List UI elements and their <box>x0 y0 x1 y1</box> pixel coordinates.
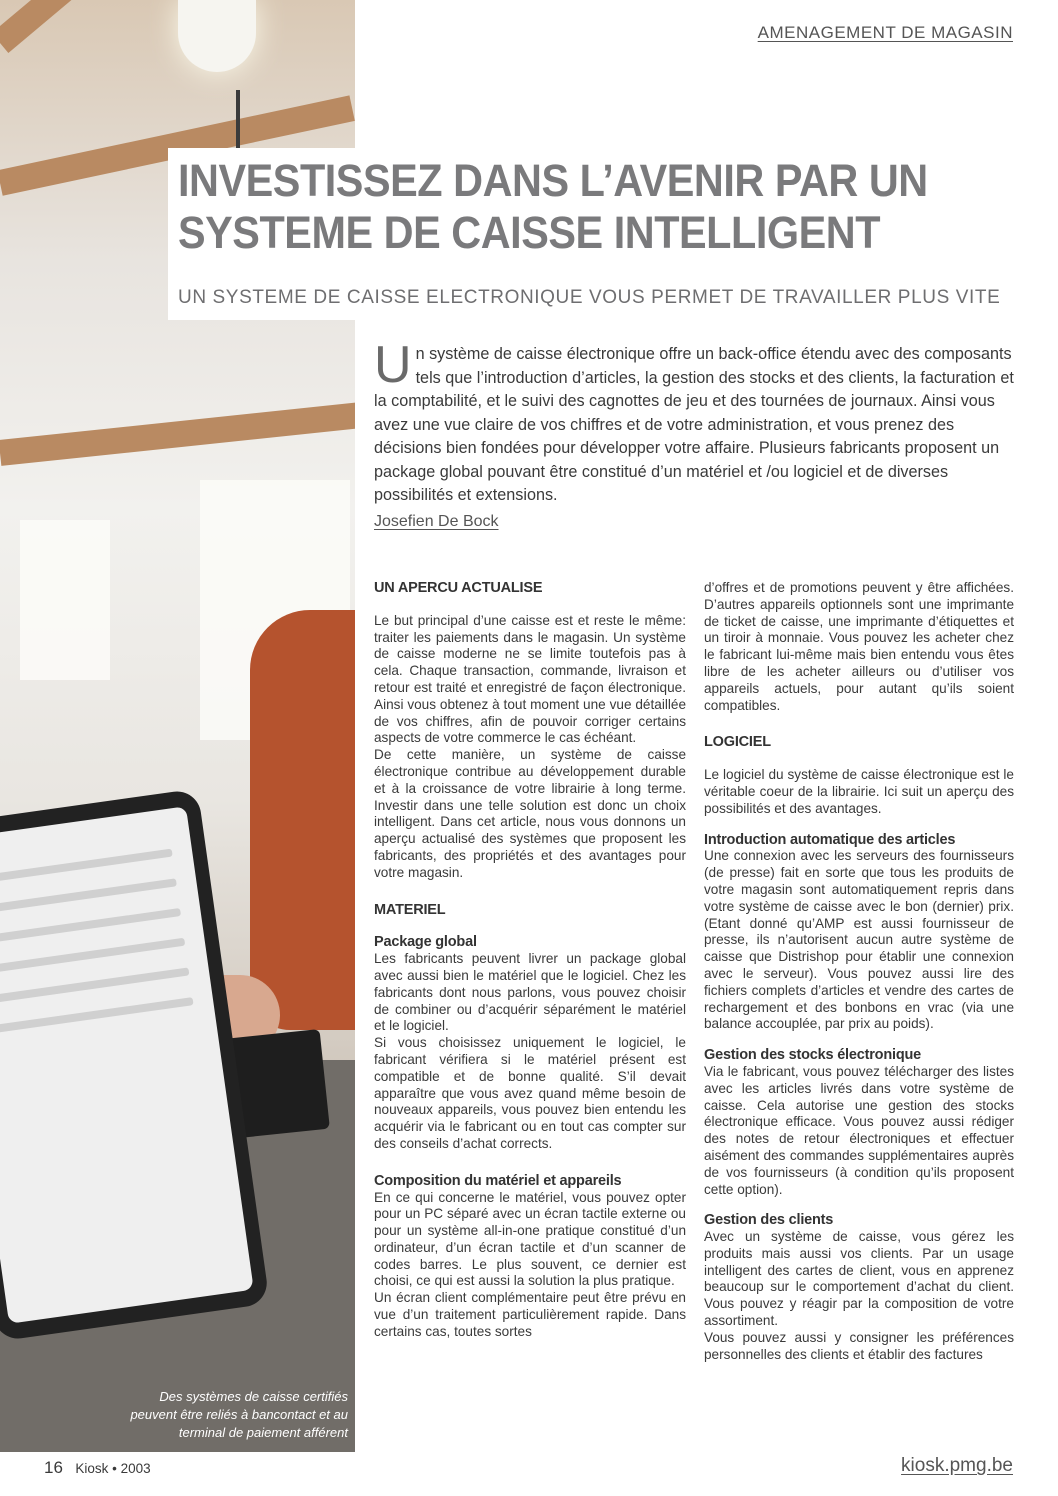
subtitle: UN SYSTEME DE CAISSE ELECTRONIQUE VOUS PERMET DE TRAVAILLER PLUS VITE <box>178 287 1001 308</box>
paragraph: Si vous choisissez uniquement le logiciel, le fabricant vérifiera si le matériel présent est compatible et de bonne qualité. S’il devait apparaître que vous avez quand même besoin de nouveaux appareils, vous pouvez bien entendu les acquérir via le fabricant ou en tout cas compter sur des conseils d’achat corrects. <box>374 1035 686 1151</box>
sweater-arm <box>250 610 355 1030</box>
footer-left <box>44 1458 151 1478</box>
paragraph: d’offres et de promotions peuvent y être affichées. D’autres appareils optionnels sont une imprimante de ticket de caisse, une imprimante d’étiquettes et un tiroir à monnaie. Vous pouvez les acheter chez le fabricant lui-même mais bien entendu vous êtes libre de les acheter ailleurs ou d’utiliser vos appareils actuels, pour autant qu’ils soient compatibles. <box>704 580 1014 713</box>
column-2 <box>704 580 1014 1363</box>
paragraph: Le logiciel du système de caisse électronique est le véritable coeur de la librairie. Ici suit un aperçu des possibilités et des avantages. <box>704 767 1014 816</box>
window <box>20 520 110 680</box>
paragraph: Avec un système de caisse, vous gérez les produits mais aussi vos clients. Par un usage intelligent des cartes de client, vous en apprenez beaucoup sur le comportement d’achat du client. Vous pouvez y réagir par la composition de votre assortiment. <box>704 1229 1014 1329</box>
paragraph: Un écran client complémentaire peut être prévu en vue d’un traitement particulièrement rapide. Dans certains cas, toutes sortes <box>374 1290 686 1339</box>
drop-cap: U <box>374 336 412 394</box>
intro-text: n système de caisse électronique offre un back-office étendu avec des composants tels que l’introduction d’articles, la gestion des stocks et des clients, la facturation et la comptabilité, et le suivi des cagnottes de jeu et des tournées de journaux. Ainsi vous avez une vue claire de vos chiffres et de votre administration, et vous prenez des décisions bien fondées pour développer votre affaire. Plusieurs fabricants proposent un package global pouvant être constitué d’un matériel et /ou logiciel et de diverses possibilités et extensions. <box>374 345 1014 504</box>
paragraph: Via le fabricant, vous pouvez télécharger des listes avec les articles livrés dans votre système de caisse. Cela autorise une gestion des stocks électronique efficace. Vous pouvez aussi rédiger des notes de retour électroniques et effectuer aisément des commandes supplémentaires auprès de vos fournisseurs (à condition qu’ils proposent cette option). <box>704 1063 1014 1197</box>
intro-paragraph <box>374 336 1014 508</box>
pos-tablet <box>0 788 270 1341</box>
paragraph: Le but principal d’une caisse est et reste le même: traiter les paiements dans le magasin. Un système de caisse moderne ne se limite toutefois pas à cela. Chaque transaction, commande, livraison et retour est traité et enregistré de façon électronique. Ainsi vous obtenez à tout moment une vue détaillée de vos chiffres, afin de pouvoir corriger certains aspects de votre commerce le cas échéant. <box>374 612 686 746</box>
page-number: 16 <box>44 1458 63 1477</box>
subheading-clients: Gestion des clients <box>704 1212 834 1229</box>
subheading-composition: Composition du matériel et appareils <box>374 1172 622 1189</box>
title-line-1: INVESTISSEZ DANS L’AVENIR PAR UN <box>178 155 928 206</box>
magazine-issue: Kiosk • 2003 <box>75 1461 151 1476</box>
paragraph: Les fabricants peuvent livrer un package global avec aussi bien le matériel que le logiciel. Chez les fabricants dont nous parlons, vous pouvez choisir de combiner ou d’acquérir séparément le matériel et le logiciel. <box>374 951 686 1034</box>
photo-caption: Des systèmes de caisse certifiés peuvent être reliés à bancontact et au terminal de paiement afférent <box>130 1389 348 1440</box>
heading-apercu: UN APERCU ACTUALISE <box>374 580 543 596</box>
heading-materiel: MATERIEL <box>374 901 446 918</box>
title-line-2: SYSTEME DE CAISSE INTELLIGENT <box>178 207 881 258</box>
paragraph: En ce qui concerne le matériel, vous pouvez opter pour un PC séparé avec un écran tactile externe ou pour un système all-in-one pratique constitué d’un ordinateur, d’un écran tactile et d’un scanner de codes barres. Le plus souvent, ce dernier est choisi, ce qui est aussi la solution la plus pratique. <box>374 1189 686 1289</box>
column-1 <box>374 580 686 1341</box>
author: Josefien De Bock <box>374 513 499 530</box>
lamp-wire <box>236 90 240 150</box>
page-title <box>178 155 969 259</box>
paragraph: Vous pouvez aussi y consigner les préférences personnelles des clients et établir des factures <box>704 1329 1014 1362</box>
subheading-introduction: Introduction automatique des articles <box>704 831 956 848</box>
heading-logiciel: LOGICIEL <box>704 734 771 751</box>
ceiling-beam <box>0 402 355 465</box>
tablet-screen <box>0 806 254 1324</box>
pendant-lamp <box>178 0 256 72</box>
paragraph: Une connexion avec les serveurs des fournisseurs (de presse) fait en sorte que tous les produits de votre magasin sont automatiquement repris dans votre système de caisse avec le bon (dernier) prix. (Etant donné qu’AMP est aussi fournisseur de presse, ils n’autorisent aucun autre système de caisse que Distrishop pour établir une connexion avec le serveur). Vous pouvez aussi lire des fichiers complets d’articles et vendre des cartes de rechargement et des bonbons en vrac (via une balance accouplée, par prix au poids). <box>704 848 1014 1032</box>
section-label: AMENAGEMENT DE MAGASIN <box>757 23 1013 42</box>
subheading-stocks: Gestion des stocks électronique <box>704 1047 922 1064</box>
paragraph: De cette manière, un système de caisse électronique contribue au développement durable et à la croissance de votre librairie à long terme. Investir dans une telle solution est donc un choix intelligent. Dans cet article, nous vous donnons un aperçu actualisé des systèmes que proposent les fabricants, des propriétés et des avantages pour votre magasin. <box>374 747 686 880</box>
subheading-package: Package global <box>374 934 477 951</box>
website-link[interactable]: kiosk.pmg.be <box>901 1455 1013 1476</box>
